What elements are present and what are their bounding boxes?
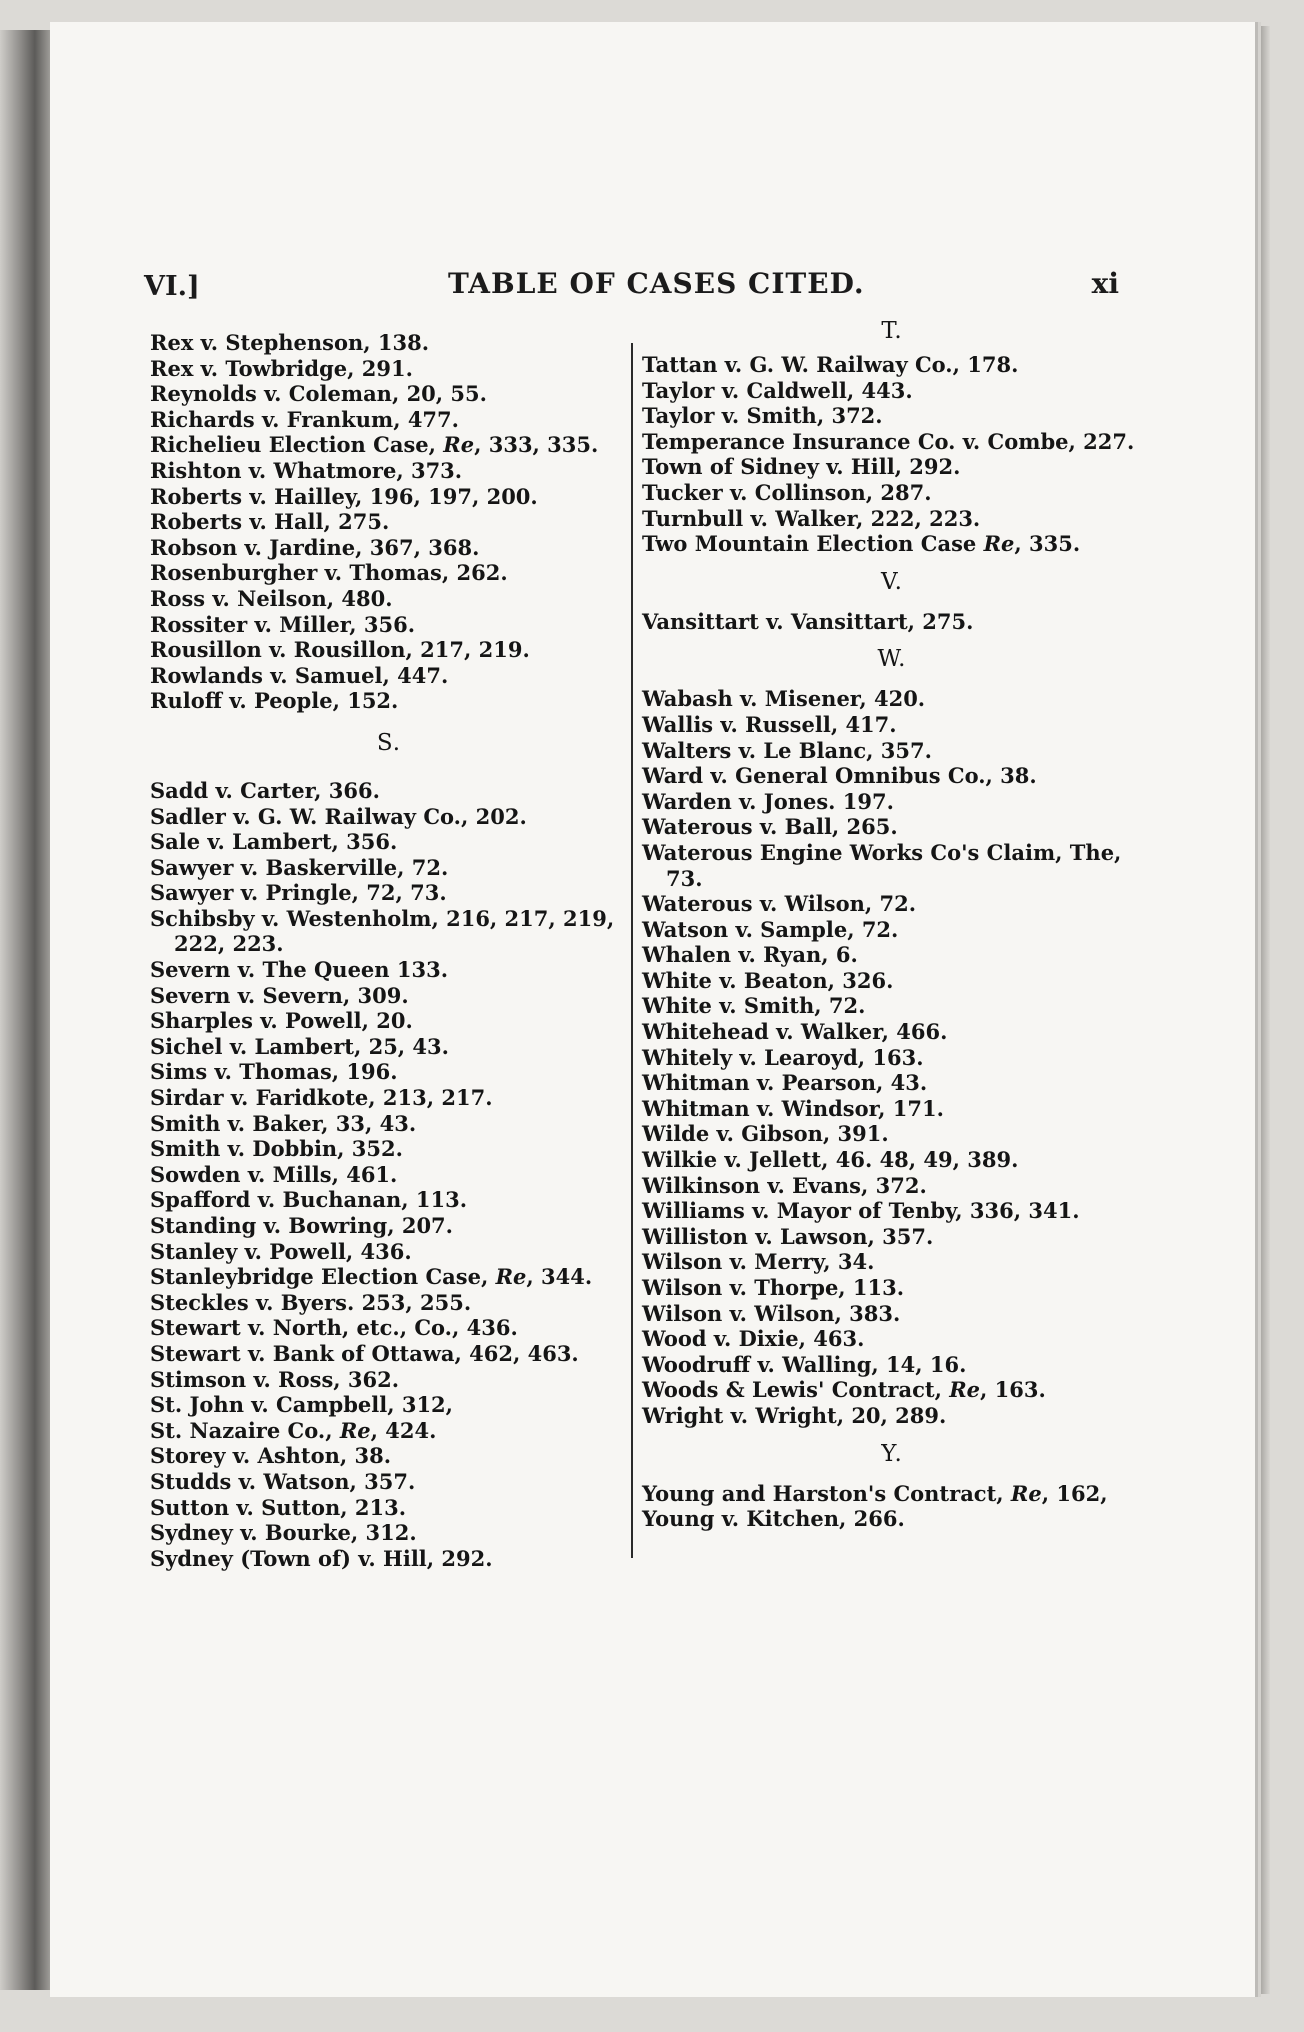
case-entry: Waterous v. Wilson, 72. [642, 891, 917, 917]
case-entry: Taylor v. Caldwell, 443. [642, 377, 913, 403]
case-entry: Woods & Lewis' Contract, Re, 163. [642, 1377, 1046, 1403]
case-entry: Sawyer v. Baskerville, 72. [150, 854, 449, 880]
case-entry: Stewart v. Bank of Ottawa, 462, 463. [150, 1340, 579, 1366]
case-entry: St. John v. Campbell, 312, [150, 1392, 453, 1418]
case-entry: Reynolds v. Coleman, 20, 55. [150, 381, 487, 407]
case-entry: Woodruff v. Walling, 14, 16. [642, 1351, 967, 1377]
case-entry: Rex v. Towbridge, 291. [150, 355, 413, 381]
section-letter-w: W. [877, 646, 907, 673]
case-entry: Whitehead v. Walker, 466. [642, 1019, 948, 1045]
chapter-marker: VI.] [144, 271, 200, 302]
section-letter-v: V. [881, 568, 903, 595]
case-entry: Waterous Engine Works Co's Claim, The, 73. [642, 839, 1122, 891]
case-entry: Roberts v. Hailley, 196, 197, 200. [150, 483, 538, 509]
case-entry: Whitman v. Pearson, 43. [642, 1070, 928, 1096]
case-entry: Wright v. Wright, 20, 289. [642, 1402, 947, 1428]
case-entry: Temperance Insurance Co. v. Combe, 227. [642, 428, 1135, 454]
section-letter-y: Y. [881, 1440, 903, 1467]
case-entry: Wood v. Dixie, 463. [642, 1326, 865, 1352]
case-entry: Smith v. Dobbin, 352. [150, 1136, 403, 1162]
case-entry: Robson v. Jardine, 367, 368. [150, 534, 480, 560]
page-edge [1258, 26, 1270, 1994]
case-entry: Stimson v. Ross, 362. [150, 1366, 400, 1392]
case-entry: Whitman v. Windsor, 171. [642, 1095, 944, 1121]
case-entry: Two Mountain Election Case Re, 335. [642, 531, 1081, 557]
page-number: xi [1091, 267, 1119, 300]
case-entry: Ross v. Neilson, 480. [150, 585, 393, 611]
case-entry: Wabash v. Misener, 420. [642, 686, 926, 712]
case-entry: Young v. Kitchen, 266. [642, 1506, 905, 1532]
case-entry: St. Nazaire Co., Re, 424. [150, 1417, 437, 1443]
case-entry: Sirdar v. Faridkote, 213, 217. [150, 1085, 493, 1111]
case-entry: Waterous v. Ball, 265. [642, 814, 898, 840]
case-entry: Williams v. Mayor of Tenby, 336, 341. [642, 1198, 1080, 1224]
case-entry: Sims v. Thomas, 196. [150, 1059, 398, 1085]
left-column [150, 330, 628, 1571]
case-entry: Rishton v. Whatmore, 373. [150, 457, 463, 483]
case-entry: Whitely v. Learoyd, 163. [642, 1044, 924, 1070]
section-letter-s: S. [376, 729, 402, 756]
case-entry: Smith v. Baker, 33, 43. [150, 1110, 417, 1136]
case-entry: Taylor v. Smith, 372. [642, 403, 883, 429]
case-entry: Sydney v. Bourke, 312. [150, 1520, 417, 1546]
case-entry: Walters v. Le Blanc, 357. [642, 737, 932, 763]
case-entry: Turnbull v. Walker, 222, 223. [642, 505, 981, 531]
page-title: TABLE OF CASES CITED. [448, 267, 865, 300]
case-entry: Sydney (Town of) v. Hill, 292. [150, 1545, 493, 1571]
case-entry: Wilkinson v. Evans, 372. [642, 1172, 927, 1198]
case-entry: Rosenburgher v. Thomas, 262. [150, 560, 508, 586]
case-entry: Wilde v. Gibson, 391. [642, 1121, 889, 1147]
case-entry: Rowlands v. Samuel, 447. [150, 662, 449, 688]
case-entry: Severn v. The Queen 133. [150, 957, 449, 983]
case-entry: Sadd v. Carter, 366. [150, 777, 380, 803]
case-entry: Richelieu Election Case, Re, 333, 335. [150, 432, 599, 458]
case-entry: Steckles v. Byers. 253, 255. [150, 1289, 472, 1315]
case-entry: Sichel v. Lambert, 25, 43. [150, 1033, 449, 1059]
case-entry: Stanleybridge Election Case, Re, 344. [150, 1264, 593, 1290]
case-entry: Tattan v. G. W. Railway Co., 178. [642, 352, 1019, 377]
case-entry: Sowden v. Mills, 461. [150, 1161, 398, 1187]
case-entry: Severn v. Severn, 309. [150, 982, 409, 1008]
case-entry: Williston v. Lawson, 357. [642, 1223, 934, 1249]
case-entry: Wilkie v. Jellett, 46. 48, 49, 389. [642, 1147, 1019, 1173]
case-entry: Storey v. Ashton, 38. [150, 1443, 392, 1469]
case-entry: Sutton v. Sutton, 213. [150, 1494, 407, 1520]
case-entry: Whalen v. Ryan, 6. [642, 942, 858, 968]
case-entry: Stanley v. Powell, 436. [150, 1238, 412, 1264]
case-entry: Richards v. Frankum, 477. [150, 406, 459, 432]
column-divider [631, 343, 633, 1558]
case-entry: Sawyer v. Pringle, 72, 73. [150, 880, 447, 906]
case-entry: Rousillon v. Rousillon, 217, 219. [150, 637, 530, 663]
case-entry: Roberts v. Hall, 275. [150, 509, 390, 535]
case-entry: Standing v. Bowring, 207. [150, 1213, 453, 1238]
case-entry: Watson v. Sample, 72. [642, 916, 899, 942]
case-entry: Ward v. General Omnibus Co., 38. [642, 763, 1037, 789]
case-entry: Wilson v. Thorpe, 113. [642, 1275, 905, 1300]
case-entry: Rex v. Stephenson, 138. [150, 330, 430, 355]
case-entry: Town of Sidney v. Hill, 292. [642, 454, 961, 480]
case-entry: Sadler v. G. W. Railway Co., 202. [150, 803, 527, 829]
case-entry: Schibsby v. Westenholm, 216, 217, 219, 222, 223. [150, 905, 615, 957]
case-entry: Sale v. Lambert, 356. [150, 829, 398, 855]
case-entry: Studds v. Watson, 357. [150, 1468, 416, 1494]
case-entry: Rossiter v. Miller, 356. [150, 611, 416, 637]
case-entry: Sharples v. Powell, 20. [150, 1008, 413, 1034]
case-entry: Wallis v. Russell, 417. [642, 711, 897, 737]
case-entry: White v. Beaton, 326. [642, 967, 894, 993]
case-entry: Tucker v. Collinson, 287. [642, 479, 932, 505]
case-entry: Young and Harston's Contract, Re, 162, [642, 1480, 1108, 1506]
case-entry: White v. Smith, 72. [642, 993, 866, 1019]
case-entry: Spafford v. Buchanan, 113. [150, 1187, 468, 1213]
case-entry: Ruloff v. People, 152. [150, 688, 399, 714]
section-letter-t: T. [881, 318, 903, 344]
case-entry: Stewart v. North, etc., Co., 436. [150, 1315, 518, 1341]
case-entry: Vansittart v. Vansittart, 275. [642, 608, 974, 634]
running-header [144, 265, 1119, 305]
right-column [642, 318, 1142, 1532]
case-entry: Wilson v. Wilson, 383. [642, 1300, 901, 1326]
case-entry: Wilson v. Merry, 34. [642, 1249, 875, 1275]
case-entry: Warden v. Jones. 197. [642, 788, 894, 814]
